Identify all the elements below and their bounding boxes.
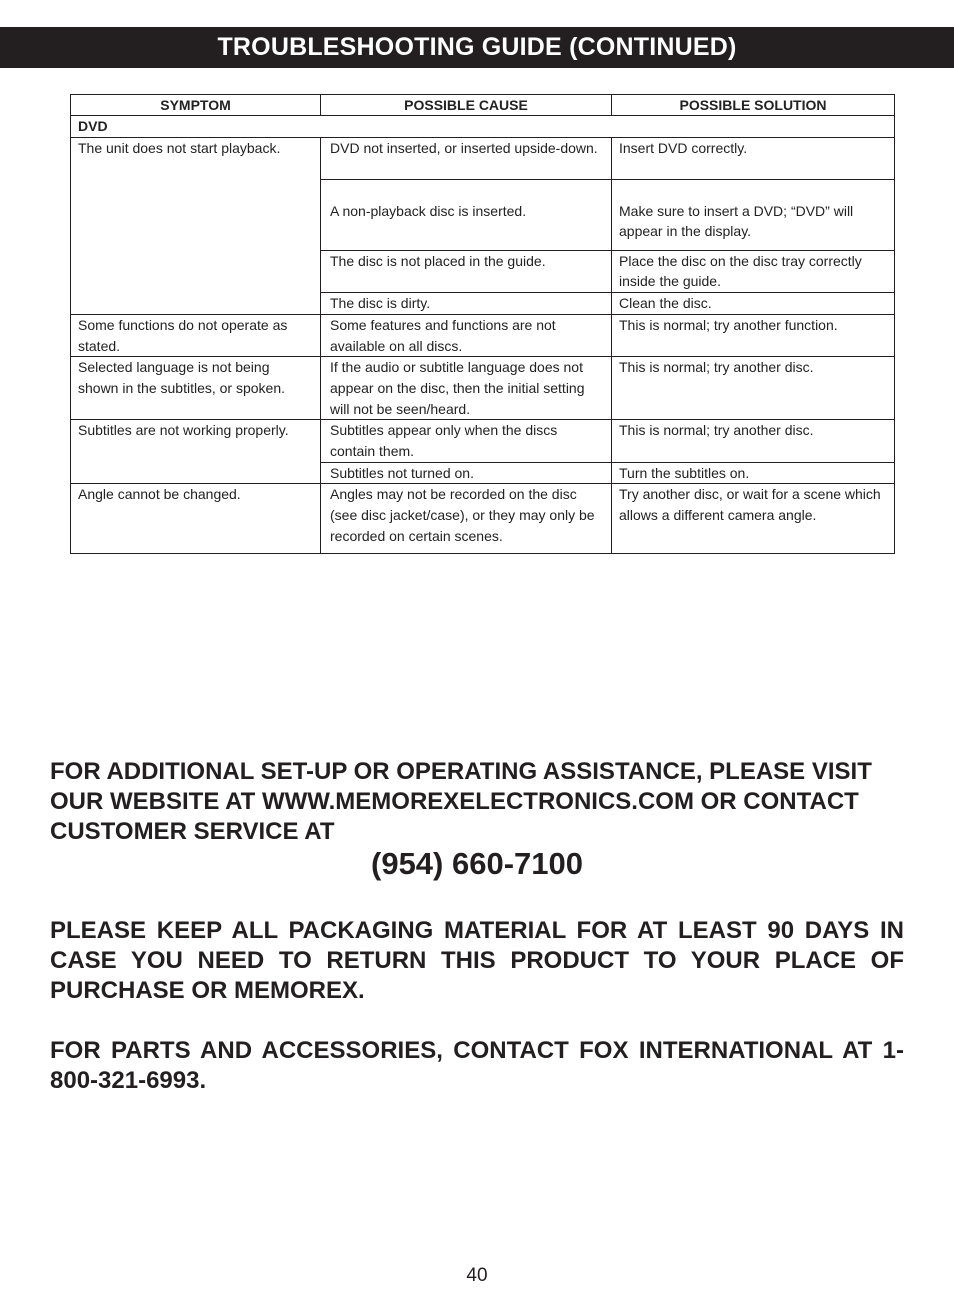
solution-cell: Insert DVD correctly. [612,137,895,179]
symptom-cell: Selected language is not being shown in the subtitles, or spoken. [71,357,321,420]
solution-cell: Turn the subtitles on. [612,462,895,484]
solution-cell: This is normal; try another disc. [612,420,895,462]
solution-cell [612,179,895,250]
solution-cell: This is normal; try another function. [612,314,895,356]
customer-service-phone: (954) 660-7100 [371,846,583,881]
solution-cell: Place the disc on the disc tray correctly inside the guide. [612,250,895,292]
cause-cell [321,179,612,250]
cause-cell: Some features and functions are not available on all discs. [321,314,612,356]
cause-cell: Angles may not be recorded on the disc (see disc jacket/case), or they may only be recorded on certain scenes. [321,484,612,554]
symptom-cell: Some functions do not operate as stated. [71,314,321,356]
table-row [71,137,895,179]
solution-cell: This is normal; try another disc. [612,357,895,420]
symptom-cell: The unit does not start playback. [71,137,321,314]
section-label-dvd: DVD [71,116,895,138]
solution-cell: Clean the disc. [612,293,895,315]
troubleshooting-table [70,94,895,554]
page-header-bar [0,27,954,68]
table-header-row [71,95,895,116]
cause-cell: DVD not inserted, or inserted upside-down. [321,137,612,179]
cause-cell: The disc is dirty. [321,293,612,315]
packaging-text: PLEASE KEEP ALL PACKAGING MATERIAL FOR AT LEAST 90 DAYS IN CASE YOU NEED TO RETURN THIS PRODUCT TO YOUR PLACE OF PURCHASE OR MEMOREX. [50,917,904,1004]
cause-cell: Subtitles not turned on. [321,462,612,484]
solution-cell: Try another disc, or wait for a scene which allows a different camera angle. [612,484,895,554]
page-number: 40 [466,1265,488,1286]
column-header-solution: POSSIBLE SOLUTION [612,95,895,116]
table-row [71,420,895,462]
parts-note [50,1036,904,1096]
column-header-symptom: SYMPTOM [71,95,321,116]
symptom-cell: Subtitles are not working properly. [71,420,321,484]
table-row [71,484,895,554]
page-title: TROUBLESHOOTING GUIDE (CONTINUED) [217,33,737,61]
parts-text: FOR PARTS AND ACCESSORIES, CONTACT FOX INTERNATIONAL AT 1-800-321-6993. [50,1037,904,1094]
table-row [71,314,895,356]
cause-cell: Subtitles appear only when the discs contain them. [321,420,612,462]
cause-cell: If the audio or subtitle language does not appear on the disc, then the initial setting will not be seen/heard. [321,357,612,420]
solution-text: Make sure to insert a DVD; “DVD” will appear in the display. [619,202,854,240]
table-row [71,357,895,420]
section-row [71,116,895,138]
assistance-text: FOR ADDITIONAL SET-UP OR OPERATING ASSISTANCE, PLEASE VISIT OUR WEBSITE AT WWW.MEMOREXELECTRONICS.COM OR CONTACT CUSTOMER SERVICE AT [50,758,872,845]
assistance-note [50,757,904,847]
column-header-cause: POSSIBLE CAUSE [321,95,612,116]
cause-cell: The disc is not placed in the guide. [321,250,612,292]
packaging-note [50,916,904,1006]
symptom-cell: Angle cannot be changed. [71,484,321,554]
cause-text: A non-playback disc is inserted. [330,202,527,219]
